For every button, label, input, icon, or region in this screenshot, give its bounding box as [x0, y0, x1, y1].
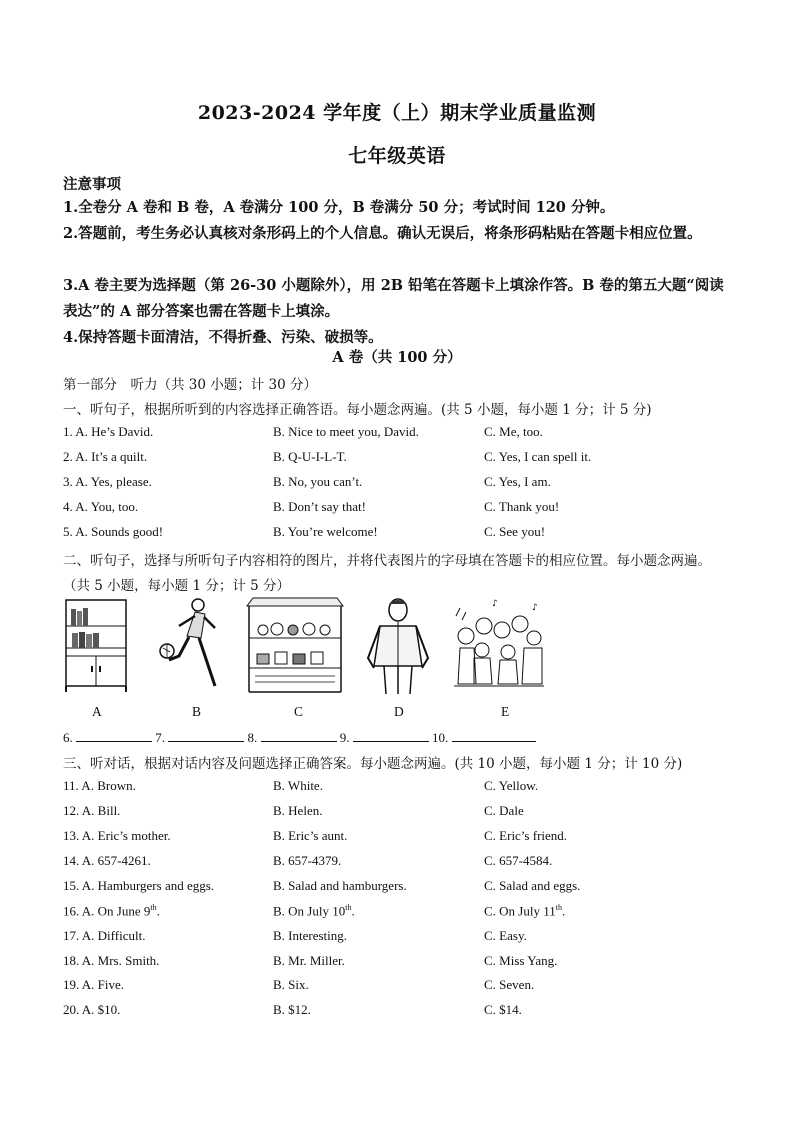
- note-item: 1.全卷分 A 卷和 B 卷，A 卷满分 100 分，B 卷满分 50 分；考试时间 120 分钟。: [63, 199, 615, 216]
- option-b: [273, 903, 355, 919]
- s2-instruction-cont: （共 5 小题，每小题 1 分；计 5 分）: [63, 578, 291, 594]
- singing-children-picture: [452, 596, 544, 692]
- option-text: B. On July 10: [273, 903, 346, 919]
- part1-heading: 第一部分 听力（共 30 小题；计 30 分）: [63, 377, 318, 393]
- exam-subtitle: 七年级英语: [348, 145, 446, 167]
- option-c: C. Me, too.: [484, 424, 543, 439]
- option-b: B. Six.: [273, 977, 309, 992]
- option-c: C. Seven.: [484, 977, 535, 992]
- picture-label: D: [394, 704, 404, 719]
- option-b: B. Nice to meet you, David.: [273, 424, 419, 439]
- svg-text:♪: ♪: [532, 603, 538, 613]
- option-a: 14. A. 657-4261.: [63, 853, 151, 868]
- note-item: 4.保持答题卡面清洁，不得折叠、污染、破损等。: [63, 329, 383, 346]
- notes-heading: 注意事项: [63, 176, 121, 193]
- answer-blank[interactable]: [261, 727, 337, 742]
- picture-label: C: [294, 704, 304, 719]
- option-b: B. No, you can’t.: [273, 474, 363, 489]
- blank-number: 10.: [432, 730, 449, 745]
- answer-blank[interactable]: [168, 727, 244, 742]
- section-a-heading: A 卷（共 100 分）: [332, 349, 462, 366]
- s1-instruction: 一、听句子，根据所听到的内容选择正确答语。每小题念两遍。(共 5 小题，每小题 1 分；计 5 分): [63, 402, 652, 418]
- option-c: C. Yes, I can spell it.: [484, 449, 592, 464]
- option-end: .: [561, 903, 566, 919]
- option-b: B. Interesting.: [273, 928, 348, 943]
- option-b: B. White.: [273, 778, 323, 793]
- option-c: C. Yes, I am.: [484, 474, 551, 489]
- option-c: C. Salad and eggs.: [484, 878, 581, 893]
- option-b: B. 657-4379.: [273, 853, 342, 868]
- picture-label: A: [92, 704, 102, 719]
- option-b: B. Q-U-I-L-T.: [273, 449, 347, 464]
- option-a: 15. A. Hamburgers and eggs.: [63, 878, 215, 893]
- football-player-picture: [157, 596, 227, 696]
- picture-label: B: [192, 704, 202, 719]
- s2-instruction: 二、听句子，选择与所听句子内容相符的图片，并将代表图片的字母填在答题卡的相应位置。每小题念两遍。: [63, 553, 711, 569]
- option-end: .: [351, 903, 355, 919]
- exam-title: 2023-2024 学年度（上）期末学业质量监测: [197, 102, 597, 124]
- food-stall-picture: [245, 596, 345, 694]
- option-a: 19. A. Five.: [63, 977, 125, 992]
- ordinal-suffix: th: [555, 903, 562, 912]
- option-a: 17. A. Difficult.: [63, 928, 146, 943]
- option-text: C. On July 11: [484, 903, 556, 919]
- option-b: B. $12.: [273, 1002, 311, 1017]
- bookshelf-picture: [63, 596, 129, 694]
- option-c: C. Dale: [484, 803, 524, 818]
- ordinal-suffix: th: [150, 903, 157, 912]
- option-b: B. Mr. Miller.: [273, 953, 345, 968]
- option-c: C. Easy.: [484, 928, 527, 943]
- option-a: 4. A. You, too.: [63, 499, 139, 514]
- blank-number: 8.: [247, 730, 258, 745]
- note-item: 2.答题前，考生务必认真核对条形码上的个人信息。确认无误后，将条形码粘贴在答题卡相应位置。: [63, 225, 702, 242]
- option-c: C. Eric’s friend.: [484, 828, 568, 843]
- option-c: C. Thank you!: [484, 499, 560, 514]
- option-c: [484, 903, 565, 919]
- s3-instruction: 三、听对话，根据对话内容及问题选择正确答案。每小题念两遍。(共 10 小题，每小题 1 分；计 10 分): [63, 756, 683, 772]
- option-a: 5. A. Sounds good!: [63, 524, 164, 539]
- option-a: [63, 903, 160, 919]
- option-text: 16. A. On June 9: [63, 903, 151, 919]
- option-b: B. Helen.: [273, 803, 323, 818]
- option-a: 1. A. He’s David.: [63, 424, 154, 439]
- answer-blank[interactable]: [353, 727, 429, 742]
- option-a: 18. A. Mrs. Smith.: [63, 953, 160, 968]
- option-c: C. Miss Yang.: [484, 953, 558, 968]
- option-b: B. Eric’s aunt.: [273, 828, 348, 843]
- answer-blank[interactable]: [452, 727, 536, 742]
- svg-text:♪: ♪: [492, 599, 498, 609]
- option-b: B. You’re welcome!: [273, 524, 378, 539]
- answer-blank[interactable]: [76, 727, 152, 742]
- option-c: C. See you!: [484, 524, 546, 539]
- note-item: 3.A 卷主要为选择题（第 26-30 小题除外），用 2B 铅笔在答题卡上填涂作答。B 卷的第五大题“阅读表达”的 A 部分答案也需在答题卡上填涂。: [63, 277, 724, 320]
- option-a: 20. A. $10.: [63, 1002, 121, 1017]
- option-a: 3. A. Yes, please.: [63, 474, 152, 489]
- man-in-jacket-picture: [360, 596, 436, 696]
- blank-number: 6.: [63, 730, 73, 745]
- answer-blanks: [63, 727, 536, 746]
- option-c: C. $14.: [484, 1002, 522, 1017]
- option-c: C. Yellow.: [484, 778, 539, 793]
- option-a: 11. A. Brown.: [63, 778, 136, 793]
- option-a: 2. A. It’s a quilt.: [63, 449, 148, 464]
- option-a: 13. A. Eric’s mother.: [63, 828, 171, 843]
- option-a: 12. A. Bill.: [63, 803, 121, 818]
- picture-label: E: [501, 704, 510, 719]
- blank-number: 7.: [155, 730, 165, 745]
- option-b: B. Don’t say that!: [273, 499, 366, 514]
- option-b: B. Salad and hamburgers.: [273, 878, 407, 893]
- option-end: .: [156, 903, 160, 919]
- ordinal-suffix: th: [345, 903, 352, 912]
- blank-number: 9.: [339, 730, 350, 745]
- option-c: C. 657-4584.: [484, 853, 553, 868]
